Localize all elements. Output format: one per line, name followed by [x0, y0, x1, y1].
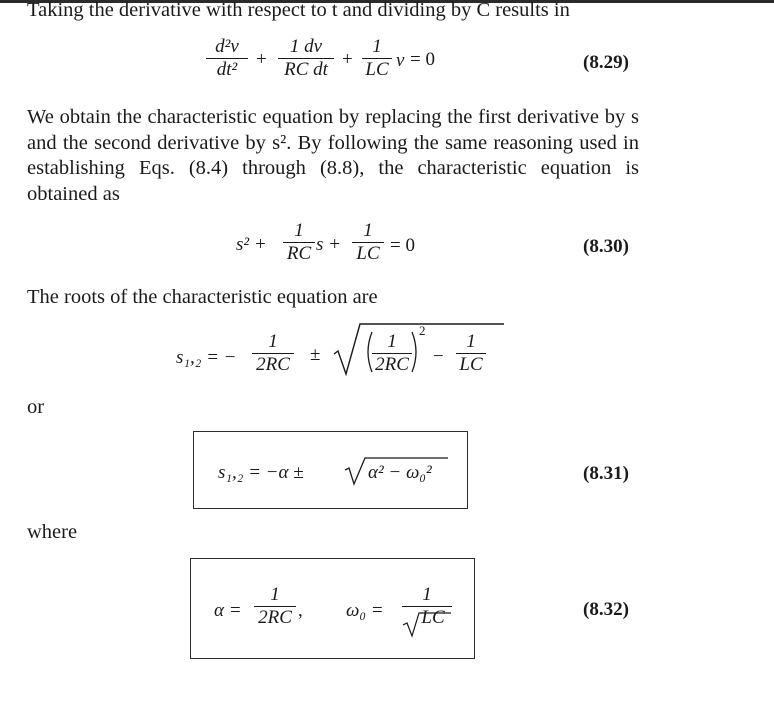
- eq829-term1: d²v dt²: [206, 36, 248, 81]
- eq832-number: (8.32): [583, 599, 629, 620]
- or-text: or: [27, 396, 45, 418]
- characteristic-paragraph: We obtain the characteristic equation by replacing the first derivative by s and the second derivative by s². By following the same reasoning used in establishing Eqs. (8.4) through (8.8), the characteristic equation is obtained as: [27, 106, 639, 205]
- eq829-term2: 1 dv RC dt: [278, 36, 334, 81]
- eq829-term3: 1 LC: [362, 36, 392, 81]
- eq832-omega-frac: 1 LC: [402, 584, 452, 629]
- roots-inner-frac: 1 2RC: [372, 331, 412, 376]
- eq830-frac1: 1 RC: [283, 220, 315, 265]
- eq832-alpha-frac: 1 2RC: [254, 584, 296, 629]
- eq830-frac2: 1 LC: [352, 220, 384, 265]
- eq831-number: (8.31): [583, 463, 629, 484]
- eq832-sqrt-sign: [403, 609, 453, 637]
- eq830-number: (8.30): [583, 236, 629, 257]
- where-text: where: [27, 521, 78, 543]
- roots-frac1: 1 2RC: [252, 331, 294, 376]
- intro-text: Taking the derivative with respect to t and dividing by C results in: [27, 0, 570, 21]
- eq829-number: (8.29): [583, 52, 629, 73]
- roots-frac3: 1 LC: [456, 331, 486, 376]
- roots-text: The roots of the characteristic equation are: [27, 286, 378, 308]
